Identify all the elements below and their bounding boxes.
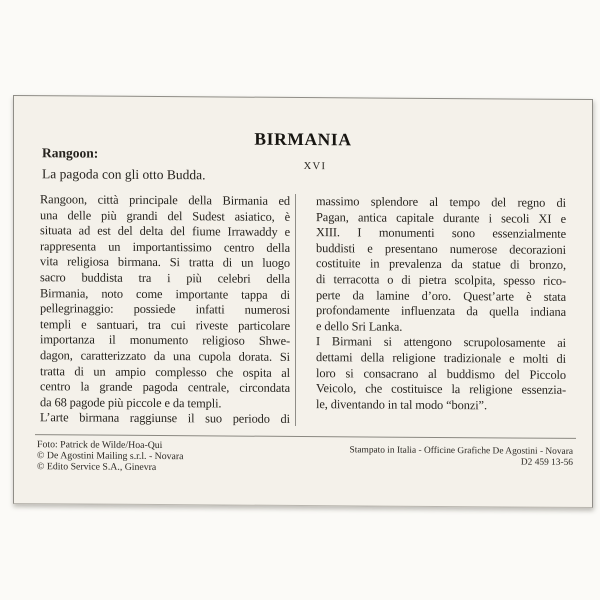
credit-line: © De Agostini Mailing s.r.l. - Novara [37,450,184,463]
text-line: Birmania, noto come importante tappa di [40,285,290,302]
text-line: Rangoon, città principale della Birmania ed [40,192,290,208]
text-column-left [40,192,290,430]
text-line: profondamente influenzata da quella indiana [316,303,566,320]
imprint-line: D2 459 13-56 [520,457,573,469]
text-line: situata ad est del delta del fiume Irrawaddy e [40,223,290,240]
text-line: tratta di un ampio complesso che ospita al [40,363,290,380]
text-line: rappresenta un importantissimo centro della [40,238,290,255]
text-line: da 68 pagode più piccole e da templi. [40,394,222,411]
text-line: le, diventando in tal modo “bonzi”. [316,396,487,413]
text-line: perte da lamine d’oro. Quest’arte è stata [316,287,566,304]
text-line: centro la grande pagoda centrale, circondata [40,379,290,396]
footer-rule [35,434,576,439]
credit-line: © Edito Service S.A., Ginevra [37,461,157,474]
footer-credits [37,439,184,473]
column-divider [295,194,296,426]
text-line: costituite in prevalenza da statue di bronzo, [316,256,566,273]
text-line: L’arte birmana raggiunse il suo periodo di [40,410,290,427]
text-column-right [316,194,566,432]
text-line: sacro buddista tra i più celebri della [40,270,290,286]
photo-caption [42,145,205,183]
text-line: pellegrinaggio: possiede infatti numerosi [40,301,290,318]
body-text-columns [40,192,566,432]
text-line: dettami della religione tradizionale e molti di [316,350,566,366]
text-line: di terracotta o di pietra scolpita, spesso rico- [316,272,566,288]
text-line: e dello Sri Lanka. [316,318,403,334]
text-line: I Birmani si attengono scrupolosamente ai [316,334,566,351]
text-line: templi e santuari, tra cui riveste particolare [40,316,290,333]
text-line: vita religiosa birmana. Si tratta di un luogo [40,254,290,271]
text-line: loro si consacrano al buddismo del Piccolo [316,365,566,382]
text-line: massimo splendore al tempo del regno di [316,194,566,210]
text-line: dagon, caratterizzato da una cupola dorata. Si [40,348,290,364]
text-line: Pagan, antica capitale durante i secoli XI e [316,209,566,226]
card-title: BIRMANIA [254,128,352,150]
text-line: Veicolo, che costituisce la religione essenzia- [316,381,566,397]
text-line: importanza il monumento religioso Shwe- [40,332,290,349]
text-line: buddisti e presentano numerose decorazioni [316,240,566,257]
imprint-line: Stampato in Italia - Officine Grafiche De Agostini - Novara [349,445,573,457]
text-line: una delle più grandi del Sudest asiatico, è [40,207,290,224]
text-line: XIII. I monumenti sono essenzialmente [316,225,566,242]
credit-line: Foto: Patrick de Wilde/Hoa-Qui [37,439,163,452]
caption-subtitle: La pagoda con gli otto Budda. [42,166,206,183]
postcard-back [13,95,593,508]
caption-heading: Rangoon: [42,145,99,161]
footer-imprint [350,445,573,469]
card-series-numeral: XVI [303,161,327,173]
